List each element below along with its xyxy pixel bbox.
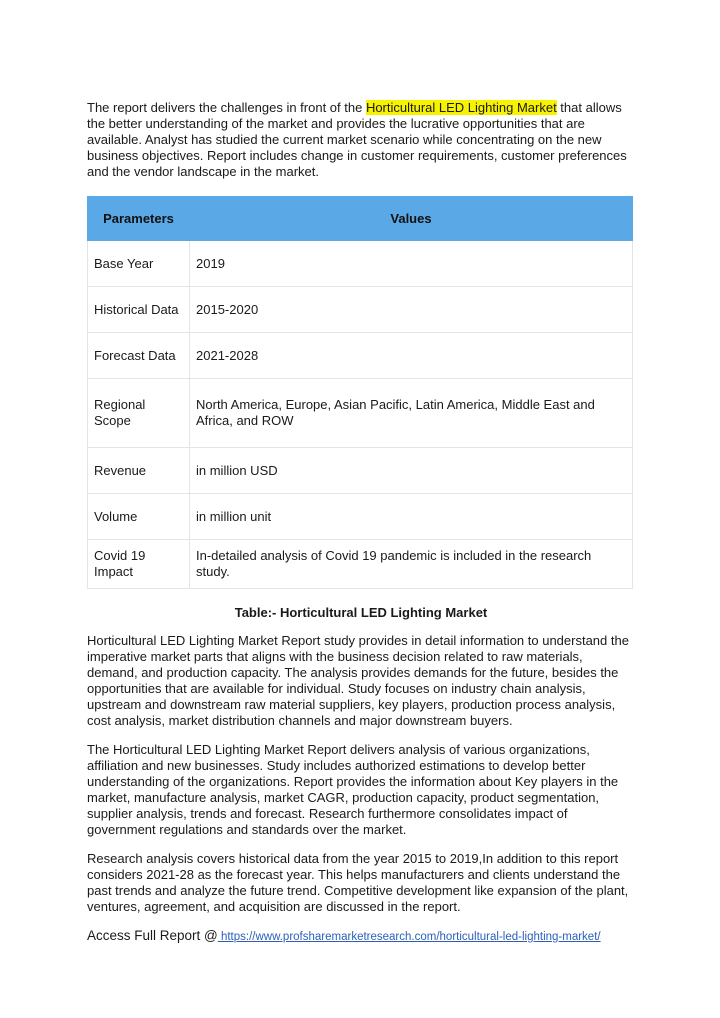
value-cell: 2021-2028 <box>190 333 633 379</box>
body-paragraph: Horticultural LED Lighting Market Report study provides in detail information to understand the imperative market parts that aligns with the business decision related to raw materials, demand, and production capacity. The analysis provides demands for the future, besides the opportunities that are available for individual. Study focuses on industry chain analysis, upstream and downstream raw material suppliers, key players, production process analysis, cost analysis, market distribution channels and major downstream buyers. <box>87 633 629 728</box>
param-cell: Volume <box>88 494 190 540</box>
access-label: Access Full Report @ <box>87 928 218 943</box>
param-cell: Covid 19 Impact <box>88 540 190 589</box>
param-cell: Regional Scope <box>88 379 190 448</box>
value-cell: North America, Europe, Asian Pacific, Latin America, Middle East and Africa, and ROW <box>190 379 633 448</box>
param-cell: Historical Data <box>88 287 190 333</box>
table-row <box>88 241 633 287</box>
table-row <box>88 379 633 448</box>
param-cell: Forecast Data <box>88 333 190 379</box>
report-link[interactable]: https://www.profsharemarketresearch.com/horticultural-led-lighting-market/ <box>217 931 601 943</box>
intro-paragraph <box>87 100 635 180</box>
table-row <box>88 287 633 333</box>
header-values: Values <box>190 197 633 241</box>
value-cell: In-detailed analysis of Covid 19 pandemic is included in the research study. <box>190 540 633 589</box>
table-row <box>88 540 633 589</box>
value-cell: 2019 <box>190 241 633 287</box>
table-caption: Table:- Horticultural LED Lighting Market <box>234 605 488 620</box>
value-cell: in million unit <box>190 494 633 540</box>
highlighted-market-name: Horticultural LED Lighting Market <box>365 100 557 115</box>
header-parameters: Parameters <box>88 197 190 241</box>
parameters-table <box>87 196 633 589</box>
intro-text-before: The report delivers the challenges in front of the <box>87 100 366 115</box>
value-cell: in million USD <box>190 448 633 494</box>
access-line <box>87 928 635 945</box>
body-paragraph: The Horticultural LED Lighting Market Report delivers analysis of various organizations, affiliation and new businesses. Study includes authorized estimations to develop better understanding of the organizations. Report provides the information about Key players in the market, manufacture analysis, market CAGR, production capacity, product segmentation, supplier analysis, trends and forecast. Research furthermore consolidates impact of government regulations and standards over the market. <box>87 742 619 837</box>
table-row <box>88 448 633 494</box>
param-cell: Revenue <box>88 448 190 494</box>
table-row <box>88 494 633 540</box>
value-cell: 2015-2020 <box>190 287 633 333</box>
param-cell: Base Year <box>88 241 190 287</box>
table-header-row <box>88 197 633 241</box>
document-content <box>87 100 635 945</box>
body-paragraph: Research analysis covers historical data from the year 2015 to 2019,In addition to this report considers 2021-28 as the forecast year. This helps manufacturers and clients understand the past trends and analyze the future trend. Competitive development like expansion of the plant, ventures, agreement, and acquisition are discussed in the report. <box>87 851 629 914</box>
intro-text-after: that allows the better understanding of the market and provides the lucrative opportunities that are available. Analyst has studied the current market scenario while concentrating on the new business objectives. Report includes change in customer requirements, customer preferences and the vendor landscape in the market. <box>87 100 627 179</box>
table-row <box>88 333 633 379</box>
